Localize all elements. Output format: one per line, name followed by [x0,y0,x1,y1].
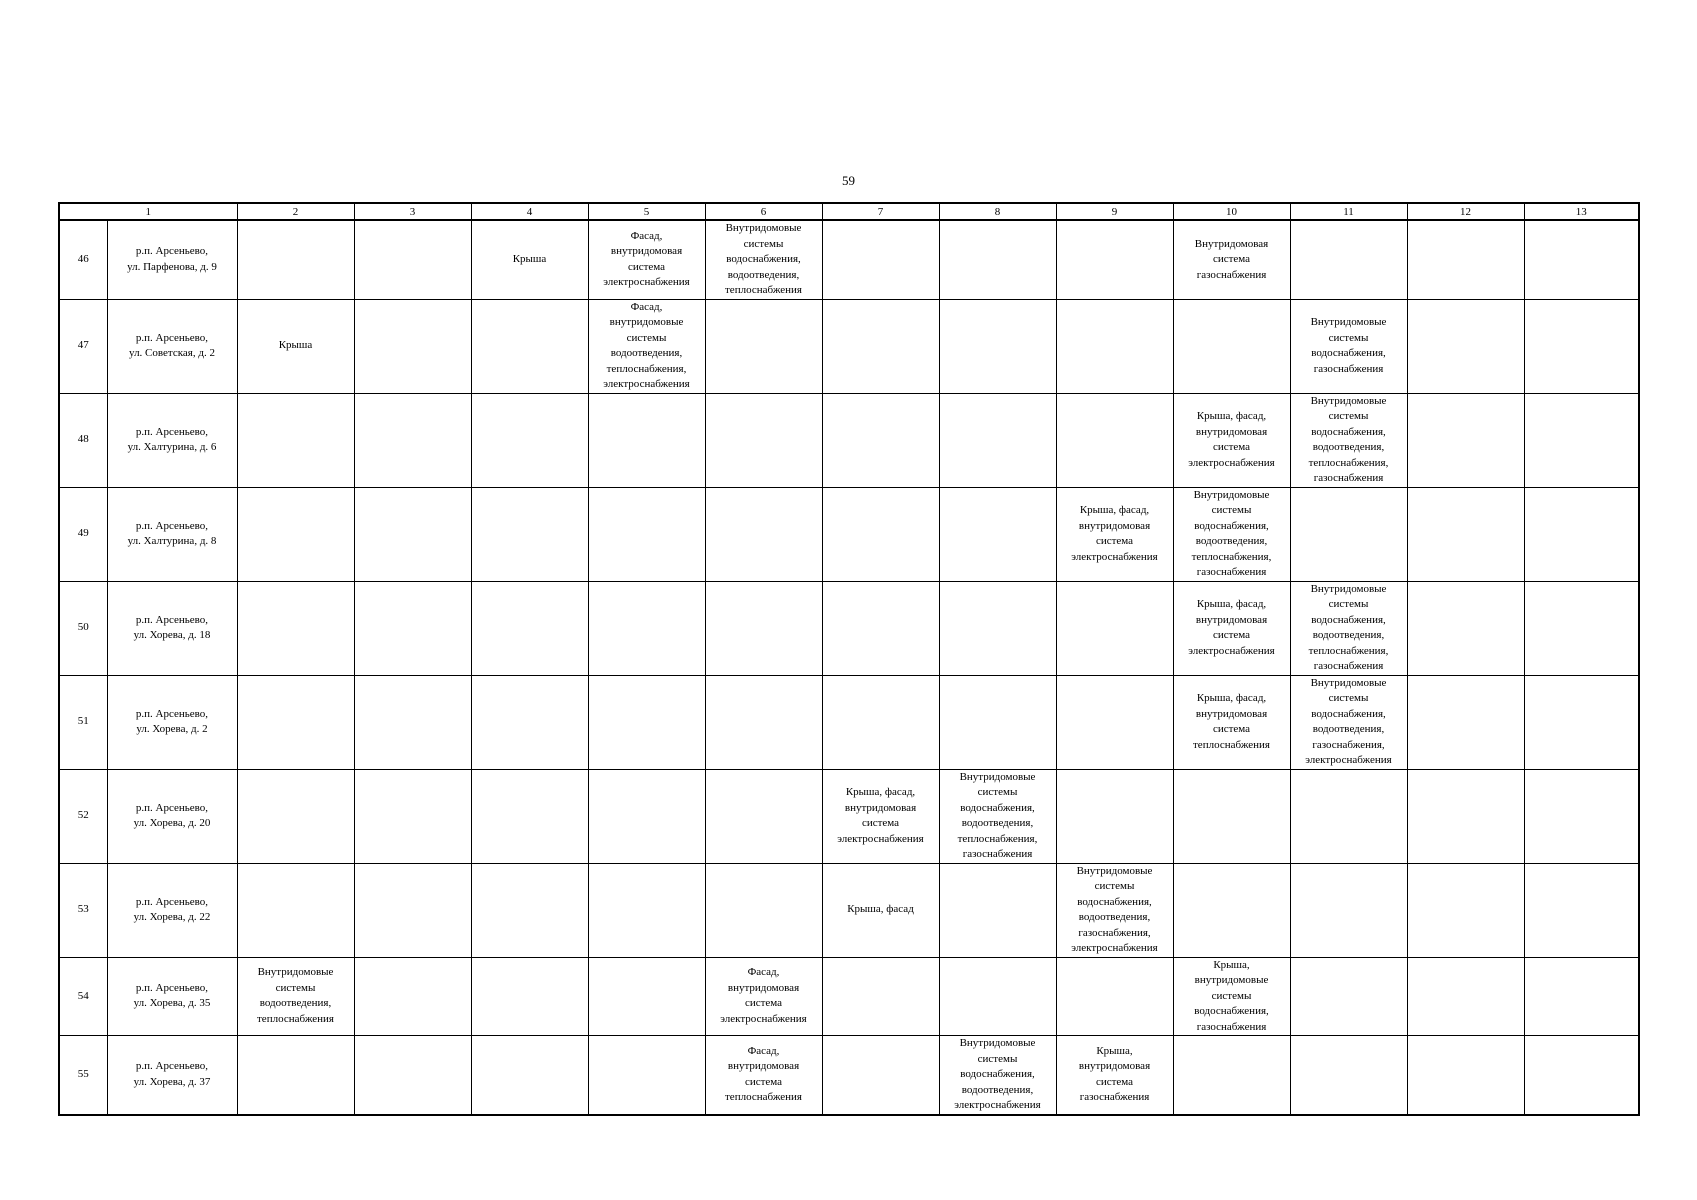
work-cell-col-4 [471,393,588,487]
work-cell-col-4 [471,220,588,299]
work-cell-col-3 [354,863,471,957]
work-cell-col-7 [822,769,939,863]
work-description: Крыша, фасад, внутридомовая система электроснабжения [1188,598,1275,657]
work-cell-col-9 [1056,863,1173,957]
work-cell-col-2 [237,220,354,299]
work-cell-col-12 [1407,393,1524,487]
work-description: Внутридомовые системы водоснабжения, водоотведения, газоснабжения, электроснабжения [1305,676,1392,766]
work-cell-col-5 [588,220,705,299]
address-text: р.п. Арсеньево, ул. Хорева, д. 22 [133,895,211,923]
work-cell-col-10 [1173,1036,1290,1115]
work-cell-col-3 [354,769,471,863]
work-description: Внутридомовые системы водоотведения, теплоснабжения [257,966,334,1025]
work-cell-col-2 [237,299,354,393]
column-header-2: 2 [237,203,354,220]
address-text: р.п. Арсеньево, ул. Хорева, д. 35 [133,981,211,1010]
work-cell-col-6 [705,299,822,393]
work-cell-col-11 [1290,1036,1407,1115]
address-text: р.п. Арсеньево, ул. Парфенова, д. 9 [127,245,217,273]
work-cell-col-4 [471,957,588,1036]
table-body [59,220,1639,1115]
address-cell [107,299,237,393]
work-cell-col-12 [1407,299,1524,393]
work-cell-col-10 [1173,220,1290,299]
address-cell [107,581,237,675]
row-number: 51 [59,675,107,769]
column-header-6: 6 [705,203,822,220]
work-cell-col-6 [705,769,822,863]
work-cell-col-11 [1290,299,1407,393]
work-cell-col-6 [705,393,822,487]
work-cell-col-5 [588,863,705,957]
work-cell-col-6 [705,487,822,581]
work-cell-col-4 [471,863,588,957]
work-cell-col-8 [939,581,1056,675]
work-cell-col-5 [588,393,705,487]
table-row [59,220,1639,299]
work-description: Внутридомовые системы водоснабжения, водоотведения, теплоснабжения [725,222,802,296]
work-cell-col-10 [1173,863,1290,957]
row-number: 55 [59,1036,107,1115]
row-number: 49 [59,487,107,581]
column-header-8: 8 [939,203,1056,220]
work-cell-col-3 [354,581,471,675]
table-row [59,769,1639,863]
work-cell-col-2 [237,863,354,957]
work-cell-col-6 [705,863,822,957]
address-cell [107,220,237,299]
work-cell-col-7 [822,863,939,957]
work-cell-col-3 [354,1036,471,1115]
work-cell-col-7 [822,957,939,1036]
work-cell-col-5 [588,675,705,769]
work-cell-col-13 [1524,1036,1639,1115]
work-cell-col-13 [1524,863,1639,957]
table-row [59,393,1639,487]
work-cell-col-8 [939,1036,1056,1115]
work-cell-col-3 [354,299,471,393]
work-description: Крыша, фасад, внутридомовая система электроснабжения [1188,410,1275,469]
work-cell-col-8 [939,957,1056,1036]
table-row [59,581,1639,675]
row-number: 48 [59,393,107,487]
table-row [59,487,1639,581]
work-cell-col-10 [1173,675,1290,769]
address-cell [107,487,237,581]
work-cell-col-11 [1290,957,1407,1036]
work-description: Фасад, внутридомовая система электроснабжения [720,966,807,1025]
work-cell-col-7 [822,393,939,487]
work-cell-col-13 [1524,299,1639,393]
work-cell-col-11 [1290,487,1407,581]
repair-schedule-table [58,202,1640,1116]
header-row [59,203,1639,220]
address-text: р.п. Арсеньево, ул. Советская, д. 2 [129,331,215,359]
address-cell [107,957,237,1036]
work-description: Крыша [512,253,547,265]
work-cell-col-3 [354,675,471,769]
row-number: 46 [59,220,107,299]
work-cell-col-2 [237,957,354,1036]
work-description: Крыша, фасад, внутридомовая система электроснабжения [837,786,924,845]
work-cell-col-10 [1173,769,1290,863]
work-cell-col-4 [471,675,588,769]
work-cell-col-7 [822,487,939,581]
row-number: 53 [59,863,107,957]
column-header-3: 3 [354,203,471,220]
work-cell-col-7 [822,299,939,393]
work-cell-col-11 [1290,863,1407,957]
work-cell-col-4 [471,581,588,675]
work-cell-col-2 [237,581,354,675]
address-text: р.п. Арсеньево, ул. Хорева, д. 2 [135,707,209,735]
address-text: р.п. Арсеньево, ул. Халтурина, д. 8 [127,519,217,547]
work-cell-col-7 [822,675,939,769]
work-cell-col-9 [1056,393,1173,487]
work-cell-col-6 [705,957,822,1036]
work-cell-col-4 [471,487,588,581]
column-header-13: 13 [1524,203,1639,220]
work-cell-col-10 [1173,581,1290,675]
address-text: р.п. Арсеньево, ул. Хорева, д. 20 [133,801,211,829]
work-cell-col-8 [939,863,1056,957]
work-description: Крыша, фасад, внутридомовая система электроснабжения [1071,504,1158,563]
work-cell-col-12 [1407,675,1524,769]
column-header-7: 7 [822,203,939,220]
work-description: Внутридомовые системы водоснабжения, газоснабжения [1310,316,1387,375]
work-cell-col-6 [705,675,822,769]
work-cell-col-9 [1056,220,1173,299]
table-header [59,203,1639,220]
work-description: Внутридомовые системы водоснабжения, водоотведения, теплоснабжения, газоснабжения [1191,488,1272,578]
work-cell-col-8 [939,487,1056,581]
work-description: Внутридомовая система газоснабжения [1194,237,1269,281]
address-cell [107,863,237,957]
work-cell-col-2 [237,675,354,769]
work-description: Внутридомовые системы водоснабжения, водоотведения, теплоснабжения, газоснабжения [1308,394,1389,484]
work-description: Крыша [278,339,313,352]
work-cell-col-2 [237,393,354,487]
work-cell-col-12 [1407,487,1524,581]
table-row [59,1036,1639,1115]
work-cell-col-6 [705,220,822,299]
work-cell-col-9 [1056,675,1173,769]
work-cell-col-12 [1407,957,1524,1036]
address-cell [107,769,237,863]
work-cell-col-8 [939,675,1056,769]
address-cell [107,675,237,769]
column-header-1: 1 [59,203,237,220]
work-cell-col-3 [354,220,471,299]
address-cell [107,1036,237,1115]
address-text: р.п. Арсеньево, ул. Халтурина, д. 6 [127,425,217,453]
table-row [59,863,1639,957]
work-cell-col-6 [705,581,822,675]
table-row [59,957,1639,1036]
work-cell-col-5 [588,957,705,1036]
work-cell-col-13 [1524,487,1639,581]
work-cell-col-13 [1524,393,1639,487]
work-cell-col-3 [354,393,471,487]
row-number: 54 [59,957,107,1036]
work-cell-col-10 [1173,957,1290,1036]
work-description: Фасад, внутридомовая система электроснабжения [603,229,690,289]
address-text: р.п. Арсеньево, ул. Хорева, д. 37 [133,1060,211,1088]
work-cell-col-8 [939,299,1056,393]
work-description: Внутридомовые системы водоснабжения, водоотведения, теплоснабжения, газоснабжения [957,770,1038,860]
work-cell-col-9 [1056,957,1173,1036]
column-header-4: 4 [471,203,588,220]
work-cell-col-12 [1407,769,1524,863]
work-description: Крыша, внутридомовые системы водоснабжения, газоснабжения [1194,958,1269,1033]
row-number: 47 [59,299,107,393]
column-header-10: 10 [1173,203,1290,220]
work-cell-col-12 [1407,863,1524,957]
column-header-12: 12 [1407,203,1524,220]
column-header-5: 5 [588,203,705,220]
work-cell-col-7 [822,581,939,675]
work-cell-col-2 [237,1036,354,1115]
work-cell-col-10 [1173,487,1290,581]
work-cell-col-4 [471,299,588,393]
work-cell-col-11 [1290,769,1407,863]
work-cell-col-9 [1056,299,1173,393]
work-cell-col-3 [354,487,471,581]
work-description: Крыша, фасад [847,903,914,916]
work-cell-col-4 [471,769,588,863]
work-cell-col-13 [1524,675,1639,769]
page-number: 59 [842,173,855,188]
column-header-9: 9 [1056,203,1173,220]
work-cell-col-13 [1524,957,1639,1036]
work-cell-col-9 [1056,581,1173,675]
work-cell-col-13 [1524,581,1639,675]
work-description: Внутридомовые системы водоснабжения, водоотведения, электроснабжения [954,1037,1041,1111]
work-cell-col-13 [1524,769,1639,863]
column-header-11: 11 [1290,203,1407,220]
work-cell-col-5 [588,769,705,863]
work-cell-col-9 [1056,487,1173,581]
work-cell-col-5 [588,299,705,393]
work-cell-col-7 [822,220,939,299]
row-number: 50 [59,581,107,675]
work-cell-col-2 [237,769,354,863]
table-row [59,299,1639,393]
address-cell [107,393,237,487]
work-description: Фасад, внутридомовая система теплоснабжения [725,1044,802,1104]
work-cell-col-11 [1290,393,1407,487]
work-description: Внутридомовые системы водоснабжения, водоотведения, газоснабжения, электроснабжения [1071,864,1158,954]
work-cell-col-9 [1056,769,1173,863]
work-cell-col-5 [588,581,705,675]
address-text: р.п. Арсеньево, ул. Хорева, д. 18 [133,613,211,641]
work-description: Крыша, фасад, внутридомовая система теплоснабжения [1193,692,1270,751]
work-cell-col-4 [471,1036,588,1115]
work-cell-col-10 [1173,393,1290,487]
work-cell-col-7 [822,1036,939,1115]
work-cell-col-11 [1290,220,1407,299]
work-cell-col-12 [1407,220,1524,299]
work-cell-col-8 [939,393,1056,487]
work-cell-col-3 [354,957,471,1036]
work-cell-col-6 [705,1036,822,1115]
work-cell-col-11 [1290,581,1407,675]
work-cell-col-12 [1407,1036,1524,1115]
work-cell-col-5 [588,1036,705,1115]
row-number: 52 [59,769,107,863]
work-cell-col-11 [1290,675,1407,769]
work-description: Крыша, внутридомовая система газоснабжения [1078,1044,1151,1104]
work-cell-col-8 [939,220,1056,299]
work-cell-col-13 [1524,220,1639,299]
work-cell-col-10 [1173,299,1290,393]
work-description: Фасад, внутридомовые системы водоотведения, теплоснабжения, электроснабжения [603,300,690,390]
work-cell-col-5 [588,487,705,581]
work-cell-col-2 [237,487,354,581]
table-row [59,675,1639,769]
work-cell-col-9 [1056,1036,1173,1115]
work-cell-col-8 [939,769,1056,863]
work-cell-col-12 [1407,581,1524,675]
work-description: Внутридомовые системы водоснабжения, водоотведения, теплоснабжения, газоснабжения [1308,582,1389,672]
